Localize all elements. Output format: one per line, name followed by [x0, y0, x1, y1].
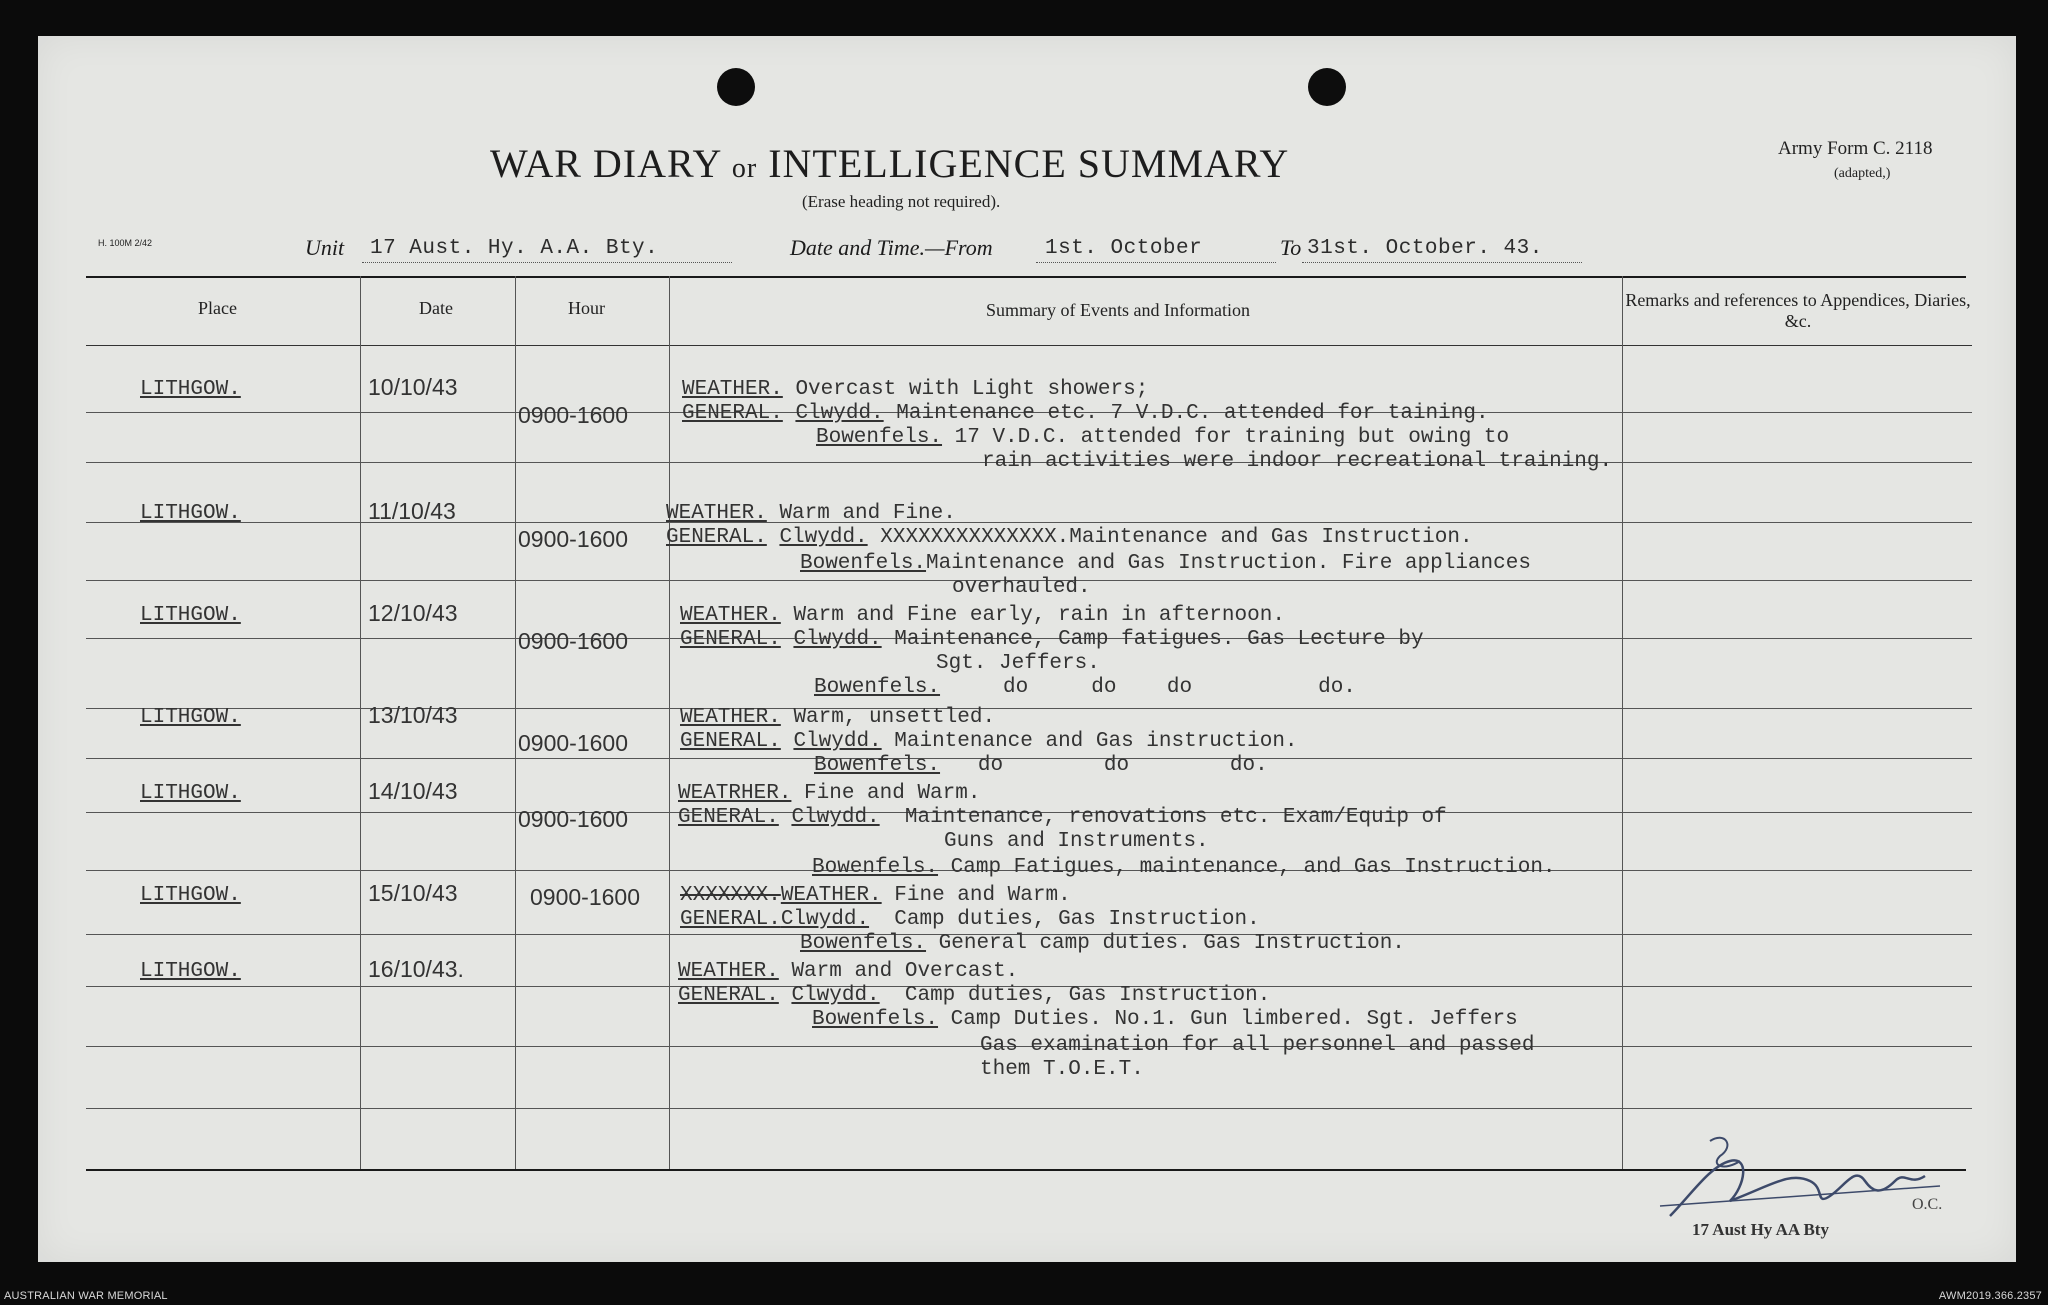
entry-summary-line: GENERAL. Clwydd. Maintenance, renovations etc. Exam/Equip of [678, 806, 1447, 829]
entry-summary-line: WEATHER. Warm and Fine. [666, 502, 956, 525]
entry-hour: 0900-1600 [518, 402, 628, 428]
entry-place: LITHGOW. [140, 502, 241, 525]
entry-place: LITHGOW. [140, 378, 241, 401]
title-war-diary: WAR DIARY [490, 141, 721, 186]
date-from-value: 1st. October [1045, 237, 1203, 260]
entry-place: LITHGOW. [140, 604, 241, 627]
entry-summary-line: GENERAL. Clwydd. Maintenance etc. 7 V.D.C. attended for taining. [682, 402, 1489, 425]
entry-date: 14/10/43 [368, 778, 458, 804]
date-to-label: To [1280, 235, 1302, 260]
oc-label: O.C. [1912, 1196, 1943, 1213]
entry-summary-line: Bowenfels. do do do do. [814, 676, 1356, 699]
print-code: H. 100M 2/42 [98, 238, 153, 248]
entry-summary-line: rain activities were indoor recreational training. [982, 450, 1613, 473]
entry-summary-line: GENERAL.Clwydd. Camp duties, Gas Instruction. [680, 908, 1260, 931]
entry-hour: 0900-1600 [518, 526, 628, 552]
col-divider-place [360, 276, 361, 1169]
form-title [490, 140, 1289, 187]
entry-place: LITHGOW. [140, 782, 241, 805]
army-form-adapted: (adapted,) [1834, 166, 1891, 181]
entry-summary-line: Bowenfels.Maintenance and Gas Instruction. Fire appliances [800, 552, 1531, 575]
entry-summary-line: them T.O.E.T. [980, 1058, 1144, 1081]
entry-summary-line: WEATHER. Overcast with Light showers; [682, 378, 1149, 401]
entry-summary-line: Guns and Instruments. [944, 830, 1209, 853]
entry-date: 11/10/43 [368, 498, 456, 524]
entry-summary-line: GENERAL. Clwydd. Maintenance and Gas instruction. [680, 730, 1298, 753]
entry-summary-line: Bowenfels. 17 V.D.C. attended for training but owing to [816, 426, 1510, 449]
entry-summary-line: Bowenfels. General camp duties. Gas Instruction. [800, 932, 1405, 955]
header-bottom-border [86, 345, 1972, 346]
date-from-label: Date and Time.—From [790, 235, 993, 260]
col-divider-summary [1622, 276, 1623, 1169]
entry-summary-line: Bowenfels. do do do. [814, 754, 1268, 777]
entry-place: LITHGOW. [140, 884, 241, 907]
unit-value: 17 Aust. Hy. A.A. Bty. [370, 237, 659, 260]
col-header-hour: Hour [568, 298, 605, 318]
entry-summary-line: XXXXXXX.WEATHER. Fine and Warm. [680, 884, 1071, 907]
entry-hour: 0900-1600 [518, 730, 628, 756]
punch-hole-right [1308, 68, 1346, 106]
col-header-remarks: Remarks and references to Appendices, Diaries, &c. [1625, 290, 1971, 331]
date-from-dotted-line [1036, 262, 1276, 263]
entry-date: 13/10/43 [368, 702, 458, 728]
entry-summary-line: GENERAL. Clwydd. Maintenance, Camp fatigues. Gas Lecture by [680, 628, 1424, 651]
title-or: or [731, 153, 758, 184]
title-intelligence-summary: INTELLIGENCE SUMMARY [768, 141, 1290, 186]
entry-summary-line: WEATHER. Warm, unsettled. [680, 706, 996, 729]
entry-summary-line: WEATRHER. Fine and Warm. [678, 782, 981, 805]
entry-summary-line: Gas examination for all personnel and passed [980, 1034, 1535, 1057]
entry-summary-line: Bowenfels. Camp Fatigues, maintenance, and Gas Instruction. [812, 856, 1556, 879]
date-to-dotted-line [1302, 262, 1582, 263]
footer-right: AWM2019.366.2357 [1938, 1290, 2042, 1302]
entry-date: 15/10/43 [368, 880, 458, 906]
entry-summary-line: WEATHER. Warm and Fine early, rain in afternoon. [680, 604, 1285, 627]
col-divider-date [515, 276, 516, 1169]
entry-summary-line: overhauled. [952, 576, 1091, 599]
table-rule-line [86, 1108, 1972, 1109]
col-header-date: Date [419, 298, 453, 318]
footer-left: AUSTRALIAN WAR MEMORIAL [4, 1290, 168, 1302]
entry-summary-line: Sgt. Jeffers. [936, 652, 1100, 675]
entry-date: 10/10/43 [368, 374, 458, 400]
entry-date: 12/10/43 [368, 600, 458, 626]
entry-summary-line: GENERAL. Clwydd. Camp duties, Gas Instruction. [678, 984, 1271, 1007]
entry-hour: 0900-1600 [518, 806, 628, 832]
date-to-value: 31st. October. 43. [1307, 237, 1543, 260]
entry-summary-line: GENERAL. Clwydd. XXXXXXXXXXXXXX.Maintenance and Gas Instruction. [666, 526, 1473, 549]
army-form-number: Army Form C. 2118 [1778, 138, 1933, 159]
unit-label: Unit [305, 235, 345, 260]
entry-place: LITHGOW. [140, 960, 241, 983]
unit-stamp: 17 Aust Hy AA Bty [1692, 1220, 1829, 1239]
col-divider-hour [669, 276, 670, 1169]
entry-hour: 0900-1600 [530, 884, 640, 910]
entry-summary-line: WEATHER. Warm and Overcast. [678, 960, 1019, 983]
col-header-summary: Summary of Events and Information [986, 300, 1250, 320]
entry-summary-line: Bowenfels. Camp Duties. No.1. Gun limbered. Sgt. Jeffers [812, 1008, 1518, 1031]
col-header-place: Place [198, 298, 237, 318]
form-subtitle: (Erase heading not required). [802, 192, 1001, 211]
entry-hour: 0900-1600 [518, 628, 628, 654]
entry-place: LITHGOW. [140, 706, 241, 729]
table-top-border [86, 276, 1966, 278]
punch-hole-left [717, 68, 755, 106]
entry-date: 16/10/43. [368, 956, 464, 982]
unit-dotted-line [362, 262, 732, 263]
